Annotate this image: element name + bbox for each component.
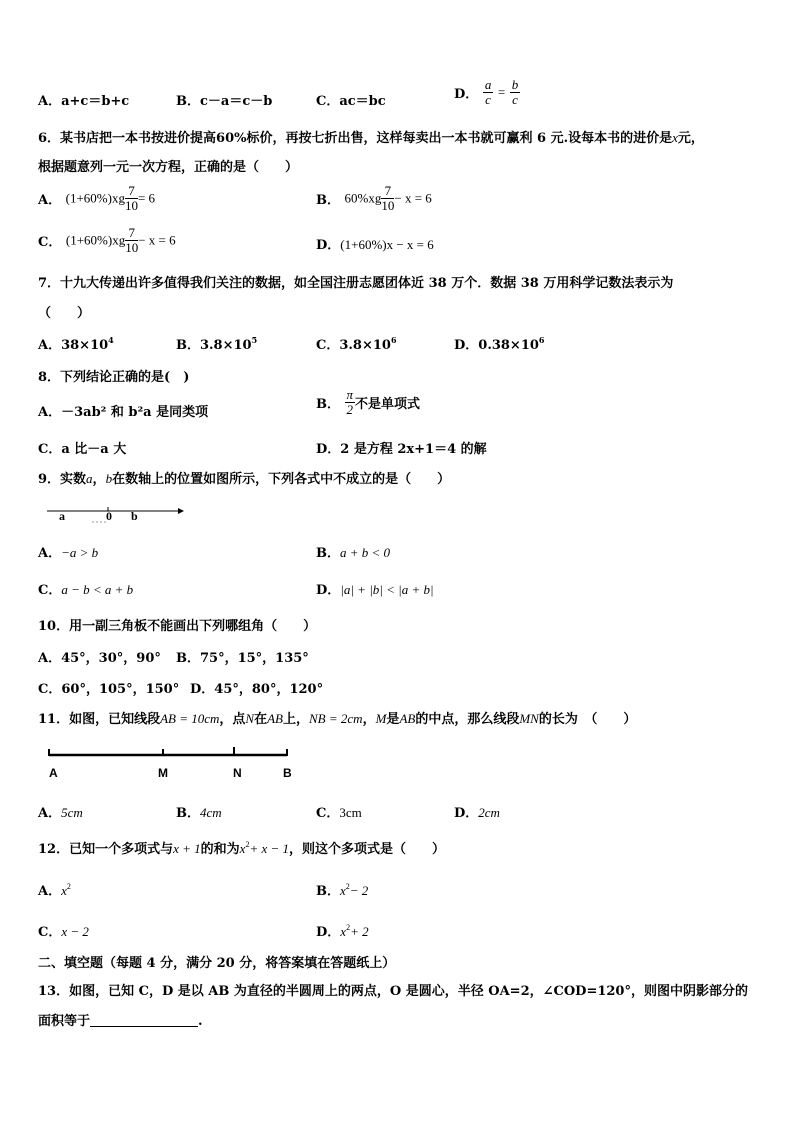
q11-point-m: M (158, 766, 168, 780)
q10-option-b: B．75°，15°，135° (176, 651, 309, 666)
q11-option-c: C．3cm (316, 805, 362, 821)
q5-option-c: C．ac＝bc (316, 94, 386, 109)
q6-frac-7-10: $\frac{7}{10}$ (125, 225, 139, 255)
q7-option-b: B．$3.8\times 10^5$ (176, 335, 258, 353)
q6-frac-7-10: $\frac{7}{10}$ (124, 183, 138, 213)
q12-stem: 12．已知一个多项式与x + 1的和为$x^2+ x - 1$，则这个多项式是（ ） (38, 840, 446, 857)
q8-option-c: C．a 比－a 大 (38, 442, 127, 457)
q7-option-d: D．$0.38\times 10^6$ (454, 335, 545, 353)
q10-option-a: A．45°，30°，90° (38, 651, 161, 666)
q10-stem: 10．用一副三角板不能画出下列哪组角（ ） (38, 619, 317, 634)
q13-line2: 面积等于 . (38, 1014, 203, 1029)
q6-stem-line2: 根据题意列一元一次方程，正确的是（ ） (38, 160, 299, 175)
q7-option-a: A．$38\times 10^4$ (38, 335, 114, 353)
q11-point-a: A (49, 766, 58, 780)
q8-option-d: D．2 是方程 2x+1＝4 的解 (316, 442, 487, 457)
q5-option-d-label: D． (454, 87, 479, 102)
q6-stem-line1: 6．某书店把一本书按进价提高60%标价，再按七折出售，这样每卖出一本书就可赢利 6 元.设每本书的进价是x元， (38, 130, 704, 146)
q6-option-d: D．(1+60%)x − x = 6 (316, 237, 434, 253)
q9-label-a: a (59, 509, 65, 523)
q8-stem: 8．下列结论正确的是( ) (38, 370, 190, 385)
q13-answer-blank[interactable] (90, 1014, 198, 1027)
q9-number-line (44, 502, 186, 524)
q12-option-a: A．$x^2$ (38, 882, 71, 899)
q12-option-d: D．$x^2+ 2$ (316, 923, 369, 940)
q12-option-c: C．x − 2 (38, 924, 89, 940)
q8-frac-pi-over-2: $\frac{\pi}{2}$ (346, 387, 354, 417)
q5-option-d: D． $\frac{a}{c}$ = $\frac{b}{c}$ (454, 77, 519, 107)
q11-stem: 11．如图，已知线段AB = 10cm，点N在AB上，NB = 2cm，M是AB的中点，那么线段MN的长为 （ ） (38, 711, 637, 727)
q11-option-a: A．5cm (38, 805, 83, 821)
q9-option-a: A．−a > b (38, 545, 99, 561)
q11-option-d: D．2cm (454, 805, 500, 821)
q7-option-c: C．$3.8\times 10^6$ (316, 335, 397, 353)
q6-option-c: C． (1+60%)xg $\frac{7}{10}$ − x = 6 (38, 225, 176, 255)
q7-stem: 7．十九大传递出许多值得我们关注的数据，如全国注册志愿团体近 38 万个．数据 38 万用科学记数法表示为 (38, 276, 674, 291)
q11-segment-figure (40, 742, 300, 782)
q13-line1: 13．如图，已知 C，D 是以 AB 为直径的半圆周上的两点，O 是圆心，半径 OA=2，∠COD=120°，则图中阴影部分的 (38, 984, 748, 999)
q7-paren: （ ） (38, 306, 91, 321)
q11-point-n: N (233, 766, 242, 780)
q10-option-d: D．45°，80°，120° (190, 682, 324, 697)
q9-label-b: b (131, 509, 138, 523)
q6-option-a: A． (1+60%)xg $\frac{7}{10}$ = 6 (38, 183, 156, 213)
q9-option-c: C．a − b < a + b (38, 582, 134, 598)
section-2-title: 二、填空题（每题 4 分，满分 20 分，将答案填在答题纸上） (38, 956, 396, 971)
q6-option-b: B． 60%xg $\frac{7}{10}$ − x = 6 (316, 183, 432, 213)
q11-option-b: B．4cm (176, 805, 222, 821)
q11-point-b: B (283, 766, 292, 780)
q8-option-a: A．－3ab² 和 b²a 是同类项 (38, 405, 209, 420)
q9-stem: 9．实数a，b在数轴上的位置如图所示，下列各式中不成立的是（ ） (38, 471, 451, 487)
q12-option-b: B．$x^2- 2$ (316, 882, 369, 899)
q9-option-d: D．|a| + |b| < |a + b| (316, 582, 434, 598)
q9-option-b: B．a + b < 0 (316, 545, 391, 561)
q5-frac-b-over-c: $\frac{b}{c}$ (511, 77, 519, 107)
q6-frac-7-10: $\frac{7}{10}$ (381, 183, 395, 213)
q5-frac-a-over-c: $\frac{a}{c}$ (484, 77, 492, 107)
q9-label-0: 0 (106, 509, 112, 523)
q8-option-b: B． $\frac{\pi}{2}$ 不是单项式 (316, 387, 421, 417)
q10-option-c: C．60°，105°，150° (38, 682, 180, 697)
q5-option-b: B．c－a＝c－b (176, 94, 273, 109)
q5-option-a: A．a+c＝b+c (38, 94, 130, 109)
